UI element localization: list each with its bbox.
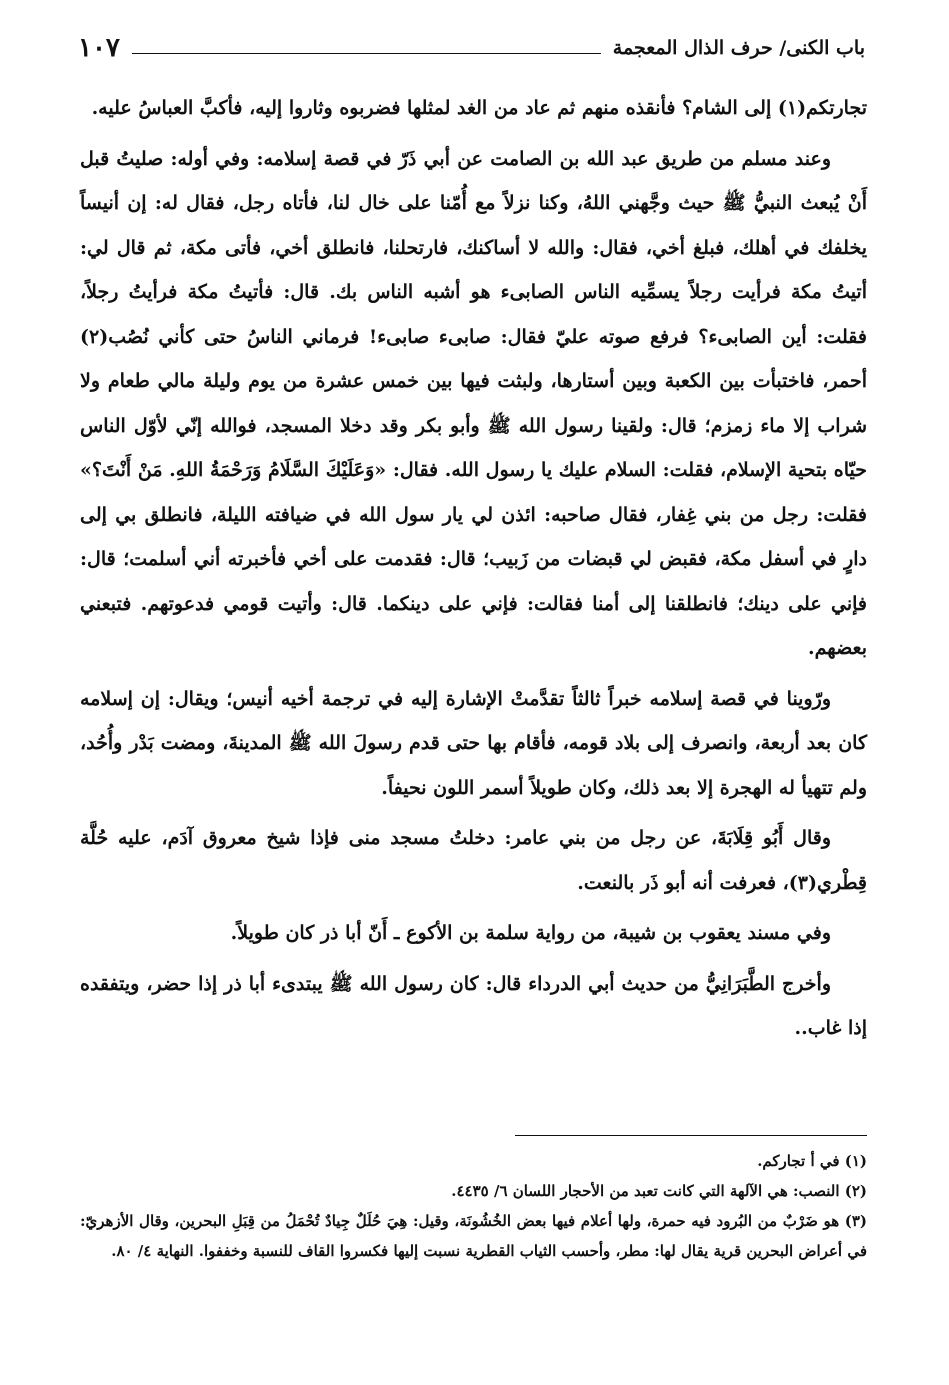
footnotes <box>80 1146 867 1266</box>
paragraph-4: وقال أَبُو قِلَابَةَ، عن رجل من بني عامر: دخلتُ مسجد منى فإذا شيخ معروق آدَم، عليه حُلَّة قِطْري(٣)، فعرفت أنه أبو ذَر بالنعت. <box>80 827 867 894</box>
header-rule <box>132 53 601 54</box>
main-text <box>80 86 867 1051</box>
footnote-separator <box>515 1135 867 1136</box>
paragraph-3: ورّوينا في قصة إسلامه خبراً ثالثاً تقدَّمتْ الإشارة إليه في ترجمة أخيه أنيس؛ ويقال: إن إسلامه كان بعد أربعة، وانصرف إلى بلاد قومه، فأقام بها حتى قدم رسولَ الله ﷺ المدينةَ، ومضت بَدْر وأُحُد، ولم تتهيأ له الهجرة إلا بعد ذلك، وكان طويلاً أسمر اللون نحيفاً. <box>80 687 867 799</box>
paragraph-2: وعند مسلم من طريق عبد الله بن الصامت عن أبي ذَرّ في قصة إسلامه: وفي أوله: صليتُ قبل أَنْ يُبعث النبيُّ ﷺ حيث وجَّهني اللهُ، وكنا نزلاً مع أُمّنا على خال لنا، فأتاه رجل، فقال له: إن أنيساً يخلفك في أهلك، فبلغ أخي، فقال: والله لا أساكنك، فارتحلنا، فانطلق أخي، فأتى مكة، ثم قال لي: أتيتُ مكة فرأيت رجلاً يسمِّيه الناس الصابىء هو أشبه الناس بك. قال: فأتيتُ مكة فرأيتُ رجلاً، فقلت: أين الصابىء؟ فرفع صوته عليّ فقال: صابىء صابىء! فرماني الناسُ حتى كأني نُصُب(٢) أحمر، فاختبأت بين الكعبة وبين أستارها، ولبثت فيها بين خمس عشرة من يوم وليلة مالي طعام ولا شراب إلا ماء زمزم؛ قال: ولقينا رسول الله ﷺ وأبو بكر وقد دخلا المسجد، فوالله إنّي لأوّل الناس حيّاه بتحية الإسلام، فقلت: السلام عليك يا رسول الله. فقال: «وَعَلَيْكَ السَّلَامُ وَرَحْمَةُ اللهِ. مَنْ أَنْتَ؟» فقلت: رجل من بني غِفار، فقال صاحبه: ائذن لي يار سول الله في ضيافته الليلة، فانطلق بي إلى دارٍ في أسفل مكة، فقبض لي قبضات من زَبيب؛ قال: فقدمت على أخي فأخبرته أني أسلمت؛ قال: فإني على دينك؛ فانطلقنا إلى أمنا فقالت: فإني على دينكما. قال: وأتيت قومي فدعوتهم. فتبعني بعضهم. <box>80 147 867 659</box>
footnote-2: (٢) النصب: هي الآلهة التي كانت تعبد من الأحجار اللسان ٦/ ٤٤٣٥. <box>451 1182 867 1200</box>
running-header <box>78 28 865 68</box>
chapter-title: باب الكنى/ حرف الذال المعجمة <box>612 37 865 59</box>
page-number: ١٠٧ <box>78 33 120 63</box>
paragraph-5: وفي مسند يعقوب بن شيبة، من رواية سلمة بن الأكوع ـ أَنّ أبا ذر كان طويلاً. <box>230 922 831 944</box>
footnote-1: (١) في أ تجاركم. <box>757 1152 867 1170</box>
paragraph-1: تجارتكم(١) إلى الشام؟ فأنقذه منهم ثم عاد من الغد لمثلها فضربوه وثاروا إليه، فأكبَّ العباسُ عليه. <box>91 97 867 119</box>
paragraph-6: وأخرج الطَّبَرَانِيُّ من حديث أبي الدرداء قال: كان رسول الله ﷺ يبتدىء أبا ذر إذا حضر، ويتفقده إذا غاب.. <box>80 972 867 1039</box>
footnote-3: (٣) هو ضَرْبٌ من البُرود فيه حمرة، ولها أعلام فيها بعض الخُشُونَة، وقيل: هِيَ حُلَلٌ جِيادٌ تُحْمَلُ من قِبَلِ البحرين، وقال الأزهريّ: في أعراض البحرين قرية يقال لها: مطر، وأحسب الثياب القطرية نسبت إليها فكسروا القاف للنسبة وخففوا. النهاية ٤/ ٨٠. <box>80 1212 867 1260</box>
